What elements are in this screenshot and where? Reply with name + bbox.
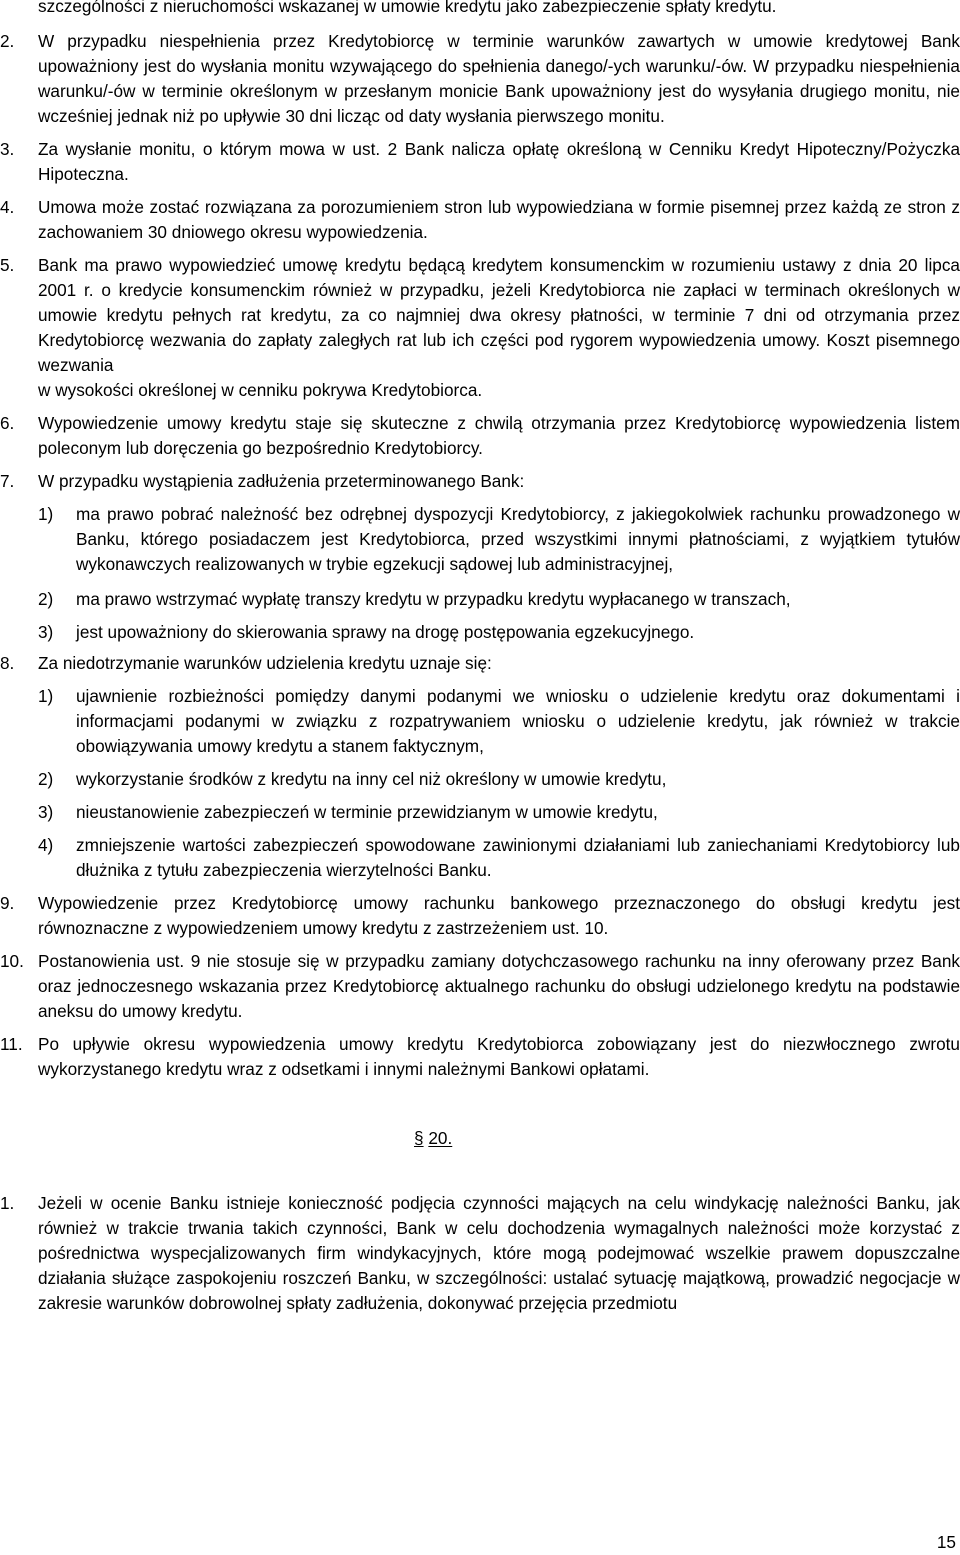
sub-item-7-1 — [0, 502, 960, 577]
item-number: 6. — [0, 413, 15, 433]
sub-item-text: ma prawo pobrać należność bez odrębnej dyspozycji Kredytobiorcy, z jakiegokolwiek rachunku prowadzonego w Banku, którego posiadaczem jest Kredytobiorca, przed wszystkimi innymi płatnościami, z wyjątkiem tytułów wykonawczych realizowanych w trybie egzekucji sądowej lub administracyjnej, — [76, 504, 960, 574]
sub-item-text: nieustanowienie zabezpieczeń w terminie przewidzianym w umowie kredytu, — [76, 802, 658, 822]
sub-item-number: 3) — [38, 802, 54, 822]
item-text: Za wysłanie monitu, o którym mowa w ust. 2 Bank nalicza opłatę określoną w Cenniku Kredyt Hipoteczny/Pożyczka Hipoteczna. — [38, 139, 960, 184]
list-item-6 — [0, 411, 960, 461]
item-number: 3. — [0, 139, 15, 159]
sub-item-text: ujawnienie rozbieżności pomiędzy danymi podanymi we wniosku o udzielenie kredytu oraz dokumentami i informacjami podanymi w związku z rozpatrywaniem wniosku o udzielenie kredytu, jak również w trakcie obowiązywania umowy kredytu a stanem faktycznym, — [76, 686, 960, 756]
list-item-8 — [0, 651, 960, 676]
item-text: Jeżeli w ocenie Banku istnieje konieczność podjęcia czynności mających na celu windykację należności Banku, jak również w trakcie trwania takich czynności, Bank w celu dochodzenia wymagalnych należności może korzystać z pośrednictwa wyspecjalizowanych firm windykacyjnych, które mogą podejmować wszelkie prawem dopuszczalne działania służące zaspokojeniu roszczeń Banku, w szczególności: ustalać sytuację majątkową, prowadzić negocjacje w zakresie warunków dobrowolnej spłaty zadłużenia, dokonywać przejęcia przedmiotu — [38, 1193, 960, 1313]
sub-item-number: 4) — [38, 835, 54, 855]
item-number: 2. — [0, 31, 15, 51]
sub-item-8-4 — [0, 833, 960, 883]
item-text: W przypadku wystąpienia zadłużenia przeterminowanego Bank: — [38, 471, 525, 491]
item-number: 8. — [0, 653, 15, 673]
sub-item-text: jest upoważniony do skierowania sprawy na drogę postępowania egzekucyjnego. — [76, 622, 695, 642]
list-item-10 — [0, 949, 960, 1024]
sub-item-7-3 — [0, 620, 960, 645]
item-text: Po upływie okresu wypowiedzenia umowy kredytu Kredytobiorca zobowiązany jest do niezwłocznego zwrotu wykorzystanego kredytu wraz z odsetkami i innymi należnymi Bankowi opłatami. — [38, 1034, 960, 1079]
sub-item-number: 2) — [38, 589, 54, 609]
page-number: 15 — [936, 1532, 956, 1552]
list-item-11 — [0, 1032, 960, 1082]
section-symbol: § — [414, 1128, 424, 1148]
item-number: 4. — [0, 197, 15, 217]
sub-item-number: 2) — [38, 769, 54, 789]
sub-item-number: 3) — [38, 622, 54, 642]
list-item-3 — [0, 137, 960, 187]
section-number: 20. — [428, 1128, 453, 1148]
item-number: 7. — [0, 471, 15, 491]
item-number: 10. — [0, 951, 24, 971]
item-text: Postanowienia ust. 9 nie stosuje się w przypadku zamiany dotychczasowego rachunku na inny oferowany przez Bank oraz jednoczesnego wskazania przez Kredytobiorcę aktualnego rachunku do obsługi udzielonego kredytu na podstawie aneksu do umowy kredytu. — [38, 951, 960, 1021]
item-text: Bank ma prawo wypowiedzieć umowę kredytu będącą kredytem konsumenckim w rozumieniu ustawy z dnia 20 lipca 2001 r. o kredycie konsumenckim również w przypadku, jeżeli Kredytobiorca nie zapłaci w terminach określonych w umowie kredytu pełnych rat kredytu, za co najmniej dwa okresy płatności, w terminie 7 dni od otrzymania przez Kredytobiorcę wezwania do zapłaty zaległych rat lub ich części pod rygorem wypowiedzenia umowy. Koszt pisemnego wezwania — [38, 255, 960, 375]
continuation-paragraph: szczególności z nieruchomości wskazanej w umowie kredytu jako zabezpieczenie spłaty kredytu. — [38, 0, 777, 16]
item-text: Za niedotrzymanie warunków udzielenia kredytu uznaje się: — [38, 653, 492, 673]
item-number: 1. — [0, 1193, 15, 1213]
item-text: Wypowiedzenie przez Kredytobiorcę umowy rachunku bankowego przeznaczonego do obsługi kredytu jest równoznaczne z wypowiedzeniem umowy kredytu z zastrzeżeniem ust. 10. — [38, 893, 960, 938]
sub-item-8-2 — [0, 767, 960, 792]
sub-item-8-3 — [0, 800, 960, 825]
item-text: W przypadku niespełnienia przez Kredytobiorcę w terminie warunków zawartych w umowie kredytowej Bank upoważniony jest do wysłania monitu wzywającego do spełnienia danego/-ych warunku/-ów. W przypadku niespełnienia warunku/-ów w terminie określonym w przesłanym monicie Bank upoważniony jest do wysyłania drugiego monitu, nie wcześniej jednak niż po upływie 30 dni licząc od daty wysłania pierwszego monitu. — [38, 31, 960, 126]
list-item-7 — [0, 469, 960, 494]
item-number: 11. — [0, 1034, 23, 1054]
sub-item-text: wykorzystanie środków z kredytu na inny cel niż określony w umowie kredytu, — [76, 769, 667, 789]
sub-item-number: 1) — [38, 504, 54, 524]
sub-item-number: 1) — [38, 686, 54, 706]
section-heading — [0, 1126, 960, 1151]
list-item-2 — [0, 29, 960, 129]
list-item-4 — [0, 195, 960, 245]
item-text: Wypowiedzenie umowy kredytu staje się skuteczne z chwilą otrzymania przez Kredytobiorcę wypowiedzenia listem poleconym lub doręczenia go bezpośrednio Kredytobiorcy. — [38, 413, 960, 458]
section-list-item-1 — [0, 1191, 960, 1316]
item-number: 9. — [0, 893, 15, 913]
sub-item-8-1 — [0, 684, 960, 759]
sub-item-7-2 — [0, 587, 960, 612]
list-item-9 — [0, 891, 960, 941]
list-item-5 — [0, 253, 960, 403]
item-number: 5. — [0, 255, 15, 275]
item-text: Umowa może zostać rozwiązana za porozumieniem stron lub wypowiedziana w formie pisemnej przez każdą ze stron z zachowaniem 30 dniowego okresu wypowiedzenia. — [38, 197, 960, 242]
item-text-continued: w wysokości określonej w cenniku pokrywa Kredytobiorca. — [38, 380, 483, 400]
sub-item-text: zmniejszenie wartości zabezpieczeń spowodowane zawinionymi działaniami lub zaniechaniami Kredytobiorcy lub dłużnika z tytułu zabezpieczenia wierzytelności Banku. — [76, 835, 960, 880]
sub-item-text: ma prawo wstrzymać wypłatę transzy kredytu w przypadku kredytu wypłacanego w transzach, — [76, 589, 791, 609]
